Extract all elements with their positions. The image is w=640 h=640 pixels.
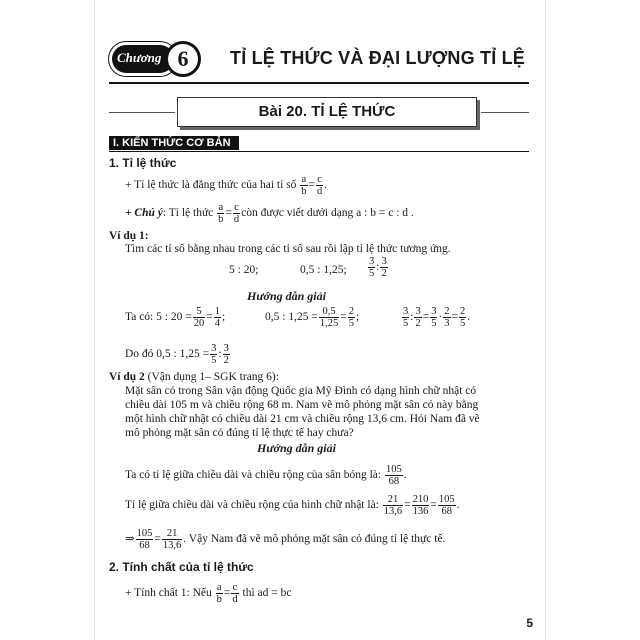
lesson-title: Bài 20. TỈ LỆ THỨC bbox=[177, 97, 477, 127]
lesson-line-right bbox=[481, 112, 529, 113]
note-label: + Chú ý bbox=[125, 207, 163, 220]
note-line: + Chú ý: Tỉ lệ thức $\frac{a}{b}$ = $\frac{c}{d}$ còn được viết dưới dạng a : b = c : d . bbox=[125, 202, 414, 225]
chapter-word: Chương bbox=[117, 50, 162, 65]
ratio-2: 0,5 : 1,25; bbox=[300, 264, 347, 276]
fraction: $\frac{a}{b}$ bbox=[301, 174, 307, 197]
guide-heading-1: Hướng dẫn giải bbox=[247, 289, 326, 303]
ratio-1: 5 : 20; bbox=[229, 264, 259, 276]
example-2-label: Ví dụ 2 (Vận dụng 1– SGK trang 6): bbox=[109, 371, 279, 383]
chapter-number: 6 bbox=[165, 41, 201, 77]
fraction: $\frac{a}{b}$ bbox=[218, 202, 224, 225]
final-line: ⇒ $\frac{105}{68}$ = $\frac{21}{13,6}$ . Vậy Nam đã vẽ mô phỏng mặt sân cỏ đúng tỉ lệ thực tế. bbox=[125, 528, 446, 551]
page-number: 5 bbox=[526, 616, 533, 630]
solution-line-3: $\frac{3}{5}$ : $\frac{3}{2}$ = $\frac{3}{5}$ · $\frac{2}{3}$ = $\frac{2}{5}$ . bbox=[403, 306, 471, 329]
section-heading: I. KIẾN THỨC CƠ BẢN bbox=[109, 136, 239, 150]
fraction: $\frac{c}{d}$ bbox=[233, 202, 240, 225]
example-2-problem: Mặt sân cỏ trong Sân vận động Quốc gia Mỹ Đình có dạng hình chữ nhật có chiều dài 105 m và chiều rộng 68 m. Nam vẽ mô phỏng mặt sân cỏ này bằng một hình chữ nhật có chiều dài 21 cm và chiều rộng 13,6 cm. Hỏi Nam đã vẽ mô phỏng mặt sân cỏ đúng tỉ lệ thực tế hay chưa? bbox=[125, 385, 480, 439]
fraction: $\frac{c}{d}$ bbox=[317, 174, 323, 197]
book-page bbox=[95, 0, 545, 640]
ratio-3: $\frac{3}{5}$ : $\frac{3}{2}$ bbox=[369, 256, 387, 279]
definition-text: + Tỉ lệ thức là đẳng thức của hai tỉ số bbox=[125, 179, 297, 192]
property-1-line: + Tính chất 1: Nếu $\frac{a}{b}$ = $\frac{c}{d}$ thì ad = bc bbox=[125, 582, 292, 605]
definition-line: + Tỉ lệ thức là đẳng thức của hai tỉ số $\frac{a}{b}$ = $\frac{c}{d}$ . bbox=[125, 174, 328, 197]
chapter-divider bbox=[109, 82, 529, 84]
subsection-heading-2: 2. Tính chất của tỉ lệ thức bbox=[109, 560, 254, 574]
conclusion-line: Do đó 0,5 : 1,25 = $\frac{3}{5}$ : $\frac{3}{2}$ bbox=[125, 343, 229, 366]
guide-heading-2: Hướng dẫn giải bbox=[257, 441, 336, 455]
ratio-rect-line: Tỉ lệ giữa chiều dài và chiều rộng của hình chữ nhật là: $\frac{21}{13,6}$ = $\frac{210}{136}$ = $\frac{105}{68}$ . bbox=[125, 494, 460, 517]
chapter-title: TỈ LỆ THỨC VÀ ĐẠI LƯỢNG TỈ LỆ bbox=[230, 48, 526, 68]
example-1-label: Ví dụ 1: bbox=[109, 230, 149, 242]
solution-line-2: 0,5 : 1,25 = $\frac{0,5}{1,25}$ = $\frac{2}{5}$ ; bbox=[265, 306, 360, 329]
example-1-task: Tìm các tỉ số bằng nhau trong các tỉ số sau rồi lập tỉ lệ thức tương ứng. bbox=[125, 243, 451, 255]
section-divider bbox=[109, 151, 529, 152]
subsection-heading-1: 1. Tỉ lệ thức bbox=[109, 156, 177, 170]
solution-line-1: Ta có: 5 : 20 = $\frac{5}{20}$ = $\frac{1}{4}$ ; bbox=[125, 306, 226, 329]
ratio-field-line: Ta có tỉ lệ giữa chiều dài và chiều rộng của sân bóng là: $\frac{105}{68}$ . bbox=[125, 464, 407, 487]
lesson-line-left bbox=[109, 112, 175, 113]
